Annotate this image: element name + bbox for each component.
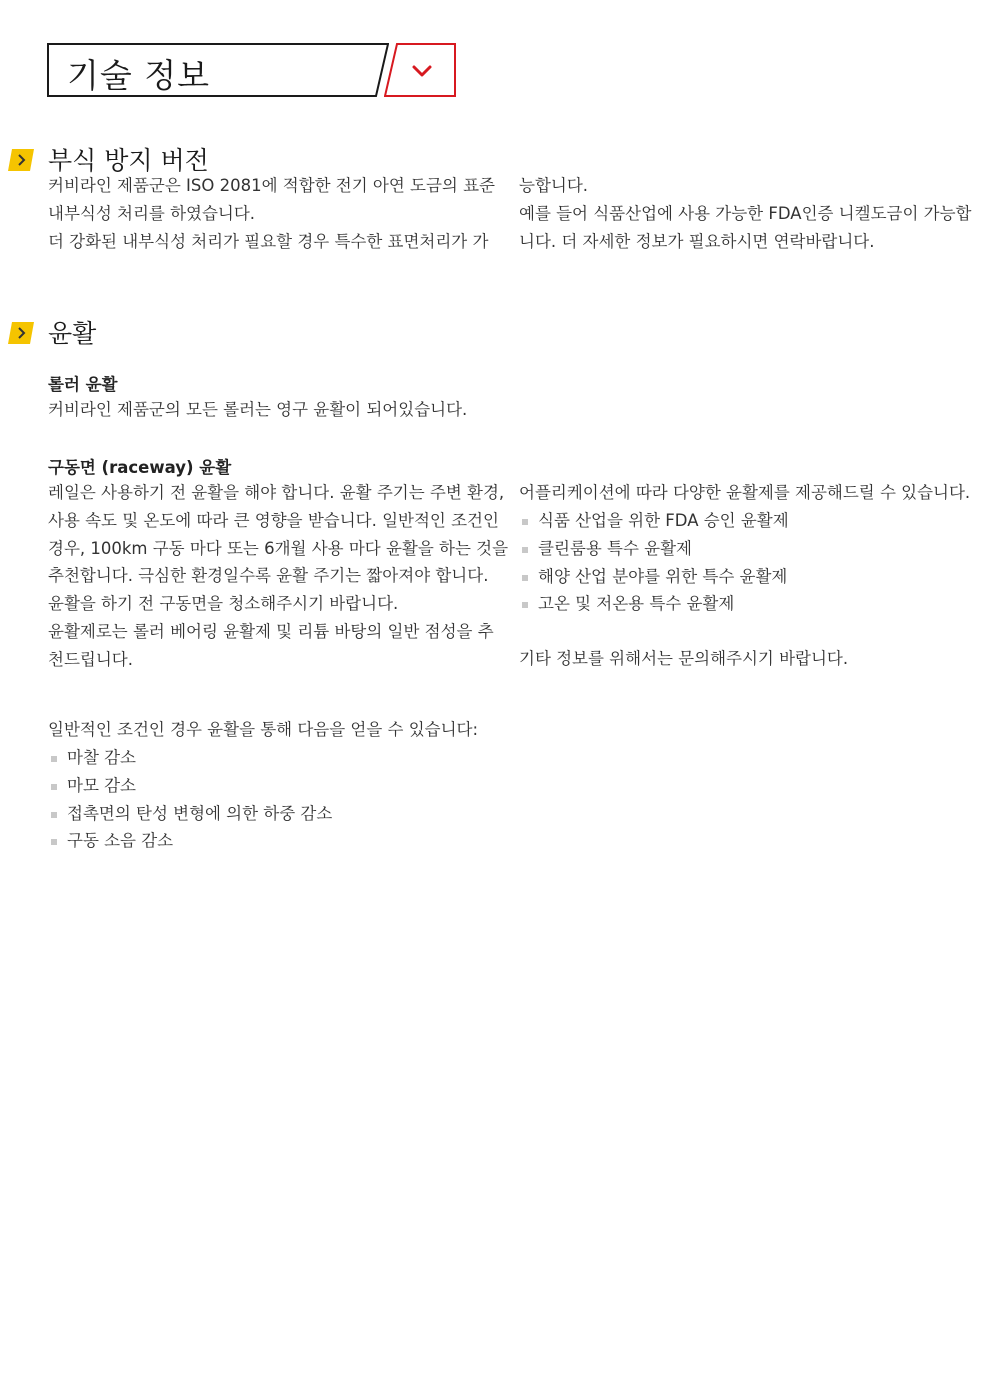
page-title: 기술 정보 (67, 56, 211, 95)
section-title: 부식 방지 버전 (48, 146, 209, 175)
list-item: 구동 소음 감소 (48, 827, 332, 855)
raceway-text-right-outro: 기타 정보를 위해서는 문의해주시기 바랍니다. (519, 649, 849, 668)
benefits-list (48, 744, 332, 855)
chevron-down-icon (384, 43, 456, 97)
corrosion-text-left: 커비라인 제품군은 ISO 2081에 적합한 전기 아연 도금의 표준 내부식성 처리를 하였습니다. 더 강화된 내부식성 처리가 필요할 경우 특수한 표면처리가 가 (48, 176, 495, 251)
list-item: 클린룸용 특수 윤활제 (519, 535, 789, 563)
corrosion-text-right: 능합니다. 예를 들어 식품산업에 사용 가능한 FDA인증 니켈도금이 가능합 니다. 더 자세한 정보가 필요하시면 연락바랍니다. (519, 176, 972, 251)
roller-lubrication-text: 커비라인 제품군의 모든 롤러는 영구 윤활이 되어있습니다. (48, 400, 468, 419)
list-item: 해양 산업 분야를 위한 특수 윤활제 (519, 563, 789, 591)
chevron-right-icon (8, 322, 34, 344)
page-title-box (47, 43, 389, 97)
raceway-text-right-intro: 어플리케이션에 따라 다양한 윤활제를 제공해드릴 수 있습니다. (519, 483, 971, 502)
chevron-right-icon (8, 149, 34, 171)
expand-toggle-button[interactable] (384, 43, 456, 97)
raceway-text-left: 레일은 사용하기 전 윤활을 해야 합니다. 윤활 주기는 주변 환경, 사용 속도 및 온도에 따라 큰 영향을 받습니다. 일반적인 조건인 경우, 100km 구동 마다 또는 6개월 사용 마다 윤활을 하는 것을 추천합니다. 극심한 환경일수록 윤활 주기는 짧아져야 합니다. 윤활을 하기 전 구동면을 청소해주시기 바랍니다. 윤활제로는 롤러 베어링 윤활제 및 리튬 바탕의 일반 점성을 추 천드립니다. (48, 483, 509, 669)
section-title: 윤활 (48, 319, 97, 348)
list-item: 마찰 감소 (48, 744, 332, 772)
lubricant-list (519, 507, 789, 618)
roller-lubrication-heading: 롤러 윤활 (48, 375, 118, 394)
benefits-intro: 일반적인 조건인 경우 윤활을 통해 다음을 얻을 수 있습니다: (48, 720, 479, 739)
list-item: 마모 감소 (48, 772, 332, 800)
list-item: 접촉면의 탄성 변형에 의한 하중 감소 (48, 800, 332, 828)
list-item: 고온 및 저온용 특수 윤활제 (519, 590, 789, 618)
raceway-lubrication-heading: 구동면 (raceway) 윤활 (48, 458, 232, 477)
list-item: 식품 산업을 위한 FDA 승인 윤활제 (519, 507, 789, 535)
